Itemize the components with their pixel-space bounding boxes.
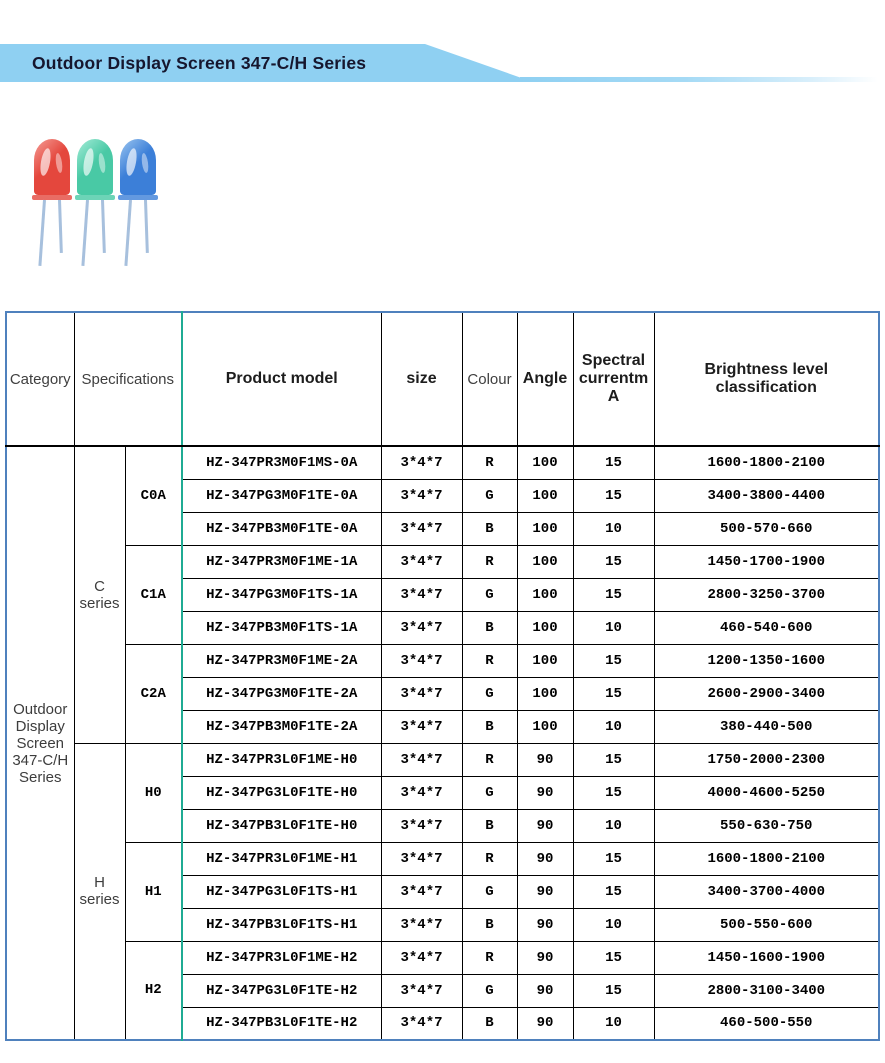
brightness-value: 2600-2900-3400 [654, 677, 879, 710]
brightness-value: 1450-1700-1900 [654, 545, 879, 578]
product-model-value: HZ-347PR3L0F1ME-H1 [182, 842, 381, 875]
size-value: 3*4*7 [381, 677, 462, 710]
header-product-model: Product model [182, 312, 381, 446]
header-category: Category [6, 312, 74, 446]
product-model-value: HZ-347PB3M0F1TE-0A [182, 512, 381, 545]
table-row [6, 644, 879, 677]
size-value: 3*4*7 [381, 611, 462, 644]
angle-value: 90 [517, 743, 573, 776]
colour-value: B [462, 710, 517, 743]
colour-value: B [462, 512, 517, 545]
colour-value: G [462, 974, 517, 1007]
product-model-value: HZ-347PG3M0F1TE-0A [182, 479, 381, 512]
red-led-image [32, 133, 72, 278]
product-model-value: HZ-347PG3L0F1TS-H1 [182, 875, 381, 908]
angle-value: 90 [517, 809, 573, 842]
product-model-value: HZ-347PR3L0F1ME-H0 [182, 743, 381, 776]
size-value: 3*4*7 [381, 446, 462, 479]
angle-value: 100 [517, 446, 573, 479]
colour-value: R [462, 545, 517, 578]
product-model-value: HZ-347PG3M0F1TS-1A [182, 578, 381, 611]
subgroup-label: C1A [125, 545, 182, 644]
led-leg [38, 200, 45, 266]
spectral-current-value: 15 [573, 644, 654, 677]
table-row [6, 743, 879, 776]
header-colour: Colour [462, 312, 517, 446]
product-model-value: HZ-347PR3M0F1MS-0A [182, 446, 381, 479]
spectral-current-value: 15 [573, 941, 654, 974]
colour-value: B [462, 611, 517, 644]
table-row [6, 842, 879, 875]
size-value: 3*4*7 [381, 545, 462, 578]
colour-value: G [462, 875, 517, 908]
spectral-current-value: 15 [573, 875, 654, 908]
colour-value: B [462, 908, 517, 941]
angle-value: 90 [517, 941, 573, 974]
angle-value: 90 [517, 875, 573, 908]
angle-value: 100 [517, 479, 573, 512]
header-brightness: Brightness level classification [654, 312, 879, 446]
brightness-value: 500-570-660 [654, 512, 879, 545]
size-value: 3*4*7 [381, 875, 462, 908]
brightness-value: 3400-3700-4000 [654, 875, 879, 908]
product-model-value: HZ-347PB3M0F1TS-1A [182, 611, 381, 644]
header-angle: Angle [517, 312, 573, 446]
spectral-current-value: 10 [573, 1007, 654, 1040]
product-model-value: HZ-347PR3M0F1ME-2A [182, 644, 381, 677]
led-flange [32, 195, 72, 200]
colour-value: R [462, 842, 517, 875]
led-leg [81, 200, 88, 266]
colour-value: B [462, 809, 517, 842]
colour-value: R [462, 941, 517, 974]
size-value: 3*4*7 [381, 743, 462, 776]
product-model-value: HZ-347PR3L0F1ME-H2 [182, 941, 381, 974]
brightness-value: 1600-1800-2100 [654, 842, 879, 875]
size-value: 3*4*7 [381, 644, 462, 677]
brightness-value: 1450-1600-1900 [654, 941, 879, 974]
size-value: 3*4*7 [381, 776, 462, 809]
angle-value: 100 [517, 710, 573, 743]
colour-value: G [462, 776, 517, 809]
table-row [6, 941, 879, 974]
size-value: 3*4*7 [381, 941, 462, 974]
spectral-current-value: 15 [573, 974, 654, 1007]
size-value: 3*4*7 [381, 479, 462, 512]
product-model-value: HZ-347PR3M0F1ME-1A [182, 545, 381, 578]
led-dome [77, 139, 113, 195]
header-specifications: Specifications [74, 312, 182, 446]
angle-value: 90 [517, 908, 573, 941]
colour-value: B [462, 1007, 517, 1040]
led-flange [118, 195, 158, 200]
spectral-current-value: 15 [573, 677, 654, 710]
product-model-value: HZ-347PB3L0F1TE-H2 [182, 1007, 381, 1040]
colour-value: R [462, 446, 517, 479]
series-label: C series [74, 446, 125, 743]
angle-value: 90 [517, 842, 573, 875]
angle-value: 90 [517, 1007, 573, 1040]
spec-table-body [6, 446, 879, 1040]
banner-tail-line [520, 77, 885, 82]
subgroup-label: H1 [125, 842, 182, 941]
colour-value: G [462, 677, 517, 710]
led-leg [58, 200, 62, 253]
header-spectral-current: Spectral currentmA [573, 312, 654, 446]
brightness-value: 2800-3100-3400 [654, 974, 879, 1007]
brightness-value: 380-440-500 [654, 710, 879, 743]
colour-value: R [462, 743, 517, 776]
subgroup-label: C0A [125, 446, 182, 545]
table-row [6, 545, 879, 578]
size-value: 3*4*7 [381, 1007, 462, 1040]
spectral-current-value: 15 [573, 842, 654, 875]
product-model-value: HZ-347PB3L0F1TE-H0 [182, 809, 381, 842]
subgroup-label: C2A [125, 644, 182, 743]
spectral-current-value: 15 [573, 545, 654, 578]
brightness-value: 1200-1350-1600 [654, 644, 879, 677]
led-product-photo [30, 133, 200, 283]
angle-value: 100 [517, 611, 573, 644]
led-dome [34, 139, 70, 195]
colour-value: R [462, 644, 517, 677]
angle-value: 90 [517, 974, 573, 1007]
table-row [6, 446, 879, 479]
category-value: Outdoor Display Screen 347-C/H Series [6, 446, 74, 1040]
product-model-value: HZ-347PB3M0F1TE-2A [182, 710, 381, 743]
brightness-value: 2800-3250-3700 [654, 578, 879, 611]
angle-value: 100 [517, 677, 573, 710]
product-model-value: HZ-347PG3M0F1TE-2A [182, 677, 381, 710]
led-leg [124, 200, 131, 266]
page-title: Outdoor Display Screen 347-C/H Series [32, 53, 367, 73]
led-leg [101, 200, 105, 253]
brightness-value: 1750-2000-2300 [654, 743, 879, 776]
angle-value: 100 [517, 545, 573, 578]
spectral-current-value: 15 [573, 743, 654, 776]
spectral-current-value: 10 [573, 908, 654, 941]
header-row [6, 312, 879, 446]
angle-value: 100 [517, 578, 573, 611]
spectral-current-value: 15 [573, 578, 654, 611]
brightness-value: 460-540-600 [654, 611, 879, 644]
header-size: size [381, 312, 462, 446]
size-value: 3*4*7 [381, 908, 462, 941]
angle-value: 100 [517, 644, 573, 677]
product-model-value: HZ-347PB3L0F1TS-H1 [182, 908, 381, 941]
product-model-value: HZ-347PG3L0F1TE-H0 [182, 776, 381, 809]
angle-value: 100 [517, 512, 573, 545]
size-value: 3*4*7 [381, 974, 462, 1007]
blue-led-image [118, 133, 158, 278]
series-label: H series [74, 743, 125, 1040]
led-dome [120, 139, 156, 195]
brightness-value: 3400-3800-4400 [654, 479, 879, 512]
brightness-value: 1600-1800-2100 [654, 446, 879, 479]
brightness-value: 4000-4600-5250 [654, 776, 879, 809]
spectral-current-value: 10 [573, 809, 654, 842]
brightness-value: 500-550-600 [654, 908, 879, 941]
led-leg [144, 200, 148, 253]
led-flange [75, 195, 115, 200]
brightness-value: 550-630-750 [654, 809, 879, 842]
product-model-value: HZ-347PG3L0F1TE-H2 [182, 974, 381, 1007]
spec-table [5, 311, 880, 1041]
subgroup-label: H2 [125, 941, 182, 1040]
spectral-current-value: 10 [573, 512, 654, 545]
brightness-value: 460-500-550 [654, 1007, 879, 1040]
green-led-image [75, 133, 115, 278]
subgroup-label: H0 [125, 743, 182, 842]
spectral-current-value: 10 [573, 710, 654, 743]
colour-value: G [462, 479, 517, 512]
angle-value: 90 [517, 776, 573, 809]
spectral-current-value: 15 [573, 446, 654, 479]
colour-value: G [462, 578, 517, 611]
size-value: 3*4*7 [381, 578, 462, 611]
size-value: 3*4*7 [381, 710, 462, 743]
size-value: 3*4*7 [381, 512, 462, 545]
size-value: 3*4*7 [381, 842, 462, 875]
spectral-current-value: 15 [573, 776, 654, 809]
spectral-current-value: 10 [573, 611, 654, 644]
size-value: 3*4*7 [381, 809, 462, 842]
title-banner [0, 44, 885, 82]
spectral-current-value: 15 [573, 479, 654, 512]
